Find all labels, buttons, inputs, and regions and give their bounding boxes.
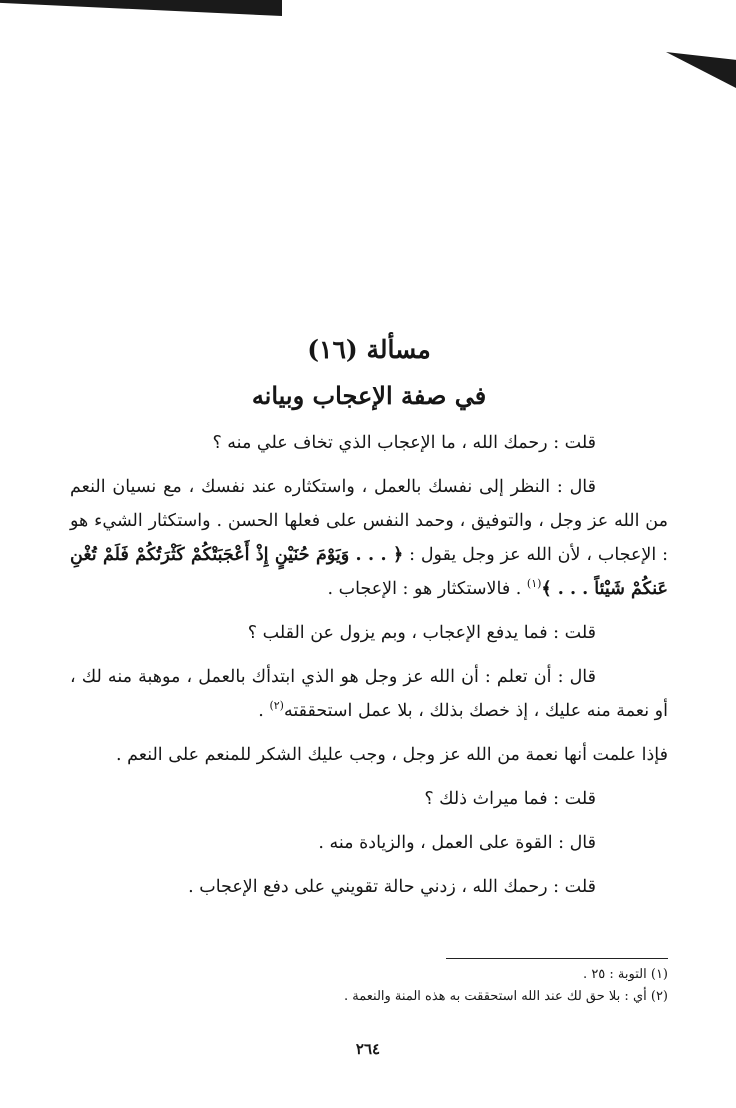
paragraph-question-3	[70, 782, 668, 816]
paragraph-text: فإذا علمت أنها نعمة من الله عز وجل ، وجب عليك الشكر للمنعم على النعم .	[115, 745, 668, 765]
footnote-1: (١) التوبة : ٢٥ .	[583, 967, 668, 982]
paragraph-text: قال : النظر إلى نفسك بالعمل ، واستكثاره عند نفسك ، مع نسيان النعم من الله عز وجل ، والتوفيق ، وحمد النفس على فعلها الحسن . واستكثار الشيء هو : الإعجاب ، لأن الله عز وجل يقول :	[70, 477, 668, 565]
paragraph-text: . فالاستكثار هو : الإعجاب .	[327, 579, 522, 599]
scan-edge-mark-right	[666, 52, 736, 88]
paragraph-question-1	[70, 426, 668, 460]
paragraph-text: .	[258, 701, 270, 721]
paragraph-text: قال : القوة على العمل ، والزيادة منه .	[318, 833, 596, 853]
page-number: ٢٦٤	[355, 1040, 381, 1058]
scan-edge-mark-top	[0, 0, 282, 16]
paragraph-answer-2	[70, 660, 668, 728]
chapter-subtitle: في صفة الإعجاب وبيانه	[251, 381, 487, 410]
footnote-divider	[446, 958, 668, 959]
paragraph-text: قلت : فما يدفع الإعجاب ، وبم يزول عن القلب ؟	[247, 623, 596, 643]
footnote-2: (٢) أي : بلا حق لك عند الله استحققت به هذه المنة والنعمة .	[344, 989, 668, 1004]
paragraph-text: قال : أن تعلم : أن الله عز وجل هو الذي ابتدأك بالعمل ، موهبة منه لك ، أو نعمة منه عليك ، إذ خصك بذلك ، بلا عمل استحققته	[70, 667, 668, 721]
chapter-title: مسألة (١٦)	[307, 335, 431, 364]
paragraph-question-4	[70, 870, 668, 904]
footnote-ref-2: (٢)	[269, 699, 284, 713]
paragraph-question-2	[70, 616, 668, 650]
page-body	[70, 330, 668, 904]
paragraph-text: قلت : فما ميراث ذلك ؟	[424, 789, 596, 809]
paragraph-answer-1	[70, 470, 668, 606]
quran-quote: ﴿ . . . وَيَوْمَ حُنَيْنٍ إِذْ أَعْجَبَتْكُمْ كَثْرَتُكُمْ فَلَمْ تُغْنِ عَنكُمْ شَيْئاً . . . ﴾	[70, 545, 668, 599]
footnotes	[70, 964, 668, 1008]
footnote-ref-1: (١)	[526, 577, 542, 591]
paragraph-text: قلت : رحمك الله ، زدني حالة تقويني على دفع الإعجاب .	[188, 877, 596, 897]
paragraph-answer-3	[70, 826, 668, 860]
paragraph-text: قلت : رحمك الله ، ما الإعجاب الذي تخاف علي منه ؟	[212, 433, 596, 453]
paragraph-answer-2-cont	[70, 738, 668, 772]
